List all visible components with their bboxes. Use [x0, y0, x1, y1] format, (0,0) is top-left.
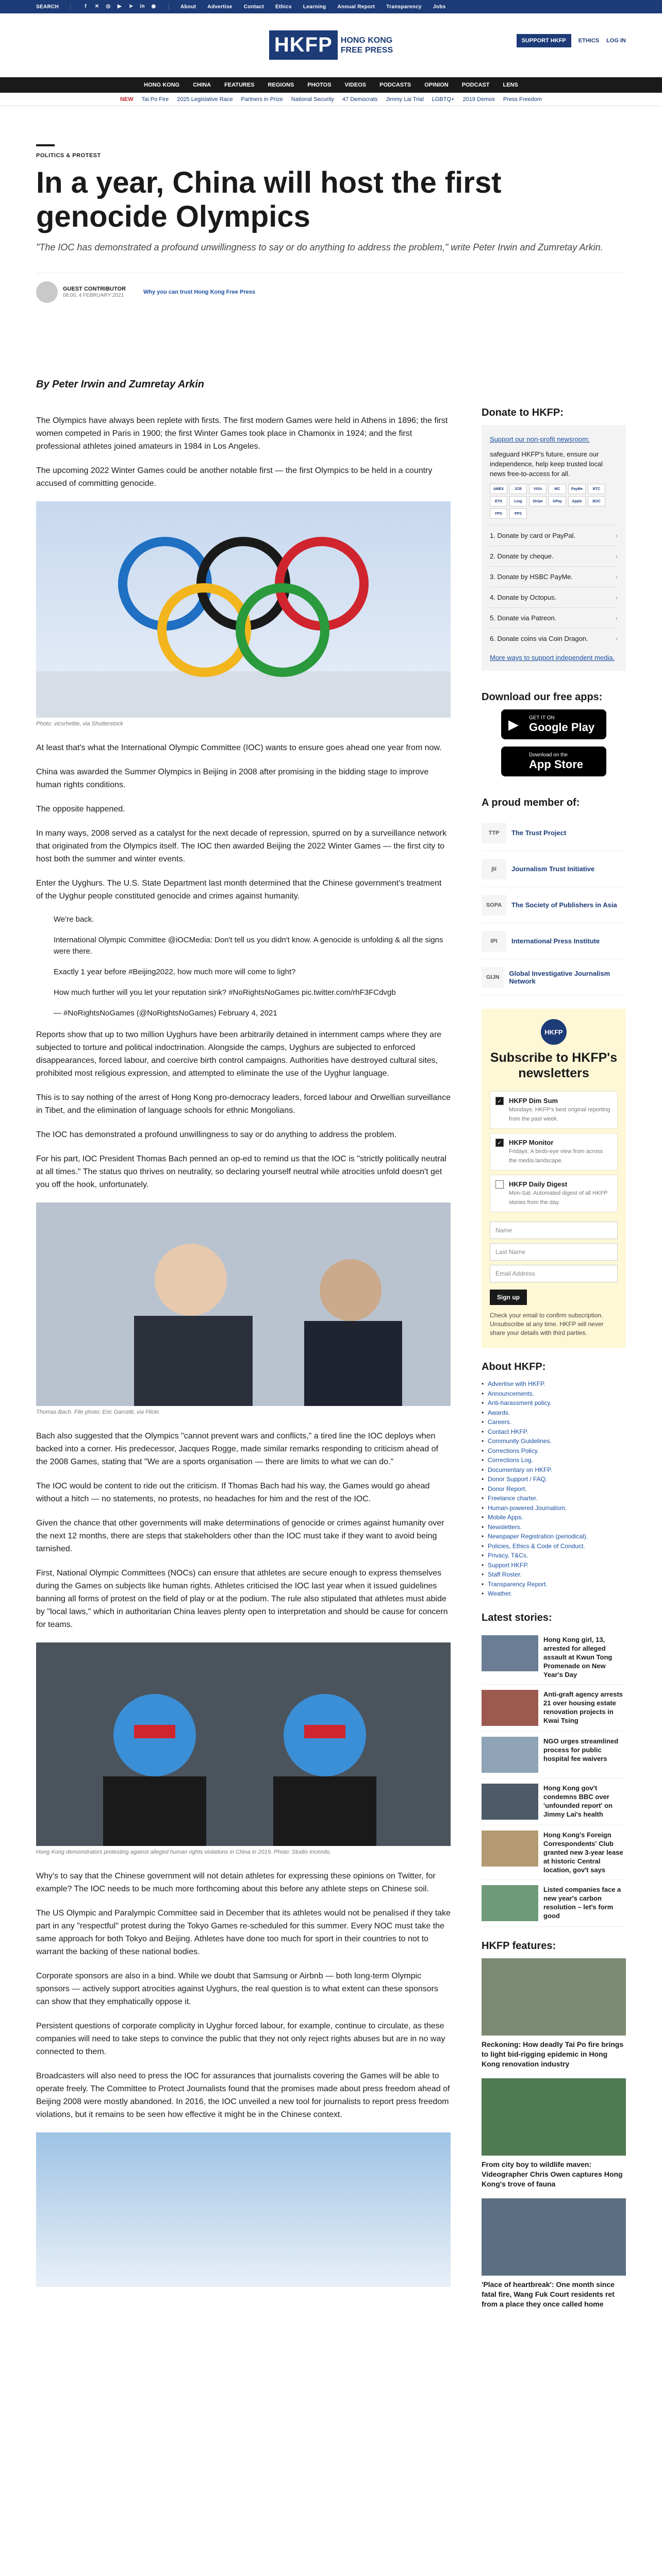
- payment-icon: Ling: [509, 496, 527, 506]
- about-link[interactable]: • Mobile Apps.: [482, 1513, 626, 1522]
- support-button[interactable]: SUPPORT HKFP: [517, 34, 571, 47]
- latest-story[interactable]: Hong Kong's Foreign Correspondents' Club granted new 3-year lease at historic Central location, gov't says: [482, 1825, 626, 1880]
- article-authors: By Peter Irwin and Zumretay Arkin: [36, 379, 205, 390]
- latest-story[interactable]: Anti-graft agency arrests 21 over housing estate renovation projects in Kwai Tsing: [482, 1685, 626, 1732]
- protest-illustration: [36, 1642, 451, 1846]
- about-heading: About HKFP:: [482, 1361, 546, 1372]
- sidebar: [482, 407, 626, 2318]
- paragraph: The IOC would be content to ride out the criticism. If Thomas Bach had his way, the Games would go ahead without a hitch — no statements, no protests, no headaches for him and the rest of the IOC.: [36, 1482, 430, 1503]
- signup-button[interactable]: Sign up: [490, 1290, 527, 1305]
- paragraph: Why's to say that the Chinese government will not detain athletes for expressing these opinions on Twitter, for example? The IOC needs to be much more forthcoming about this before any athlete steps on Chinese soil.: [36, 1872, 436, 1893]
- logo-line1: HONG KONG: [340, 36, 393, 45]
- donate-option[interactable]: 1. Donate by card or PayPal. ›: [490, 525, 618, 546]
- donate-text: safeguard HKFP's future, ensure our independence, help keep trusted local news free-to-access for all.: [490, 450, 603, 478]
- logo-mark: HKFP: [269, 30, 338, 60]
- feature-title[interactable]: 'Place of heartbreak': One month since fatal fire, Wang Fuk Court residents ret from a place they once called home: [482, 2280, 615, 2308]
- story-thumbnail: [482, 1885, 538, 1921]
- category-kicker[interactable]: POLITICS & PROTEST: [36, 152, 101, 159]
- paragraph: Reports show that up to two million Uyghurs have been arbitrarily detained in internment camps where they are subjected to torture and political indoctrination. Alongside the camps, Uyghurs are subjected to enforced disappearances, forced labour, and coercive birth control campaigns. Authorities have destroyed cultural sites, prohibited most religious expression, and attempted to eliminate the use of the Uyghur language.: [36, 1030, 442, 1078]
- site-header: [0, 13, 662, 77]
- latest-heading: Latest stories:: [482, 1612, 552, 1623]
- chevron-right-icon: ›: [615, 573, 618, 581]
- about-link[interactable]: • Freelance charter.: [482, 1494, 626, 1503]
- paragraph: In many ways, 2008 served as a catalyst for the next decade of repression, spurred on by a surveillance network that originated from the Olympics itself. The IOC then awarded Beijing the 2022 Winter Games — the first city to host both the summer and winter events.: [36, 829, 446, 863]
- features-heading: HKFP features:: [482, 1940, 556, 1952]
- feature-image[interactable]: [482, 1958, 626, 2036]
- new-badge: NEW: [120, 96, 134, 103]
- about-link[interactable]: • Human-powered Journalism.: [482, 1503, 626, 1513]
- avatar: [36, 281, 58, 303]
- paragraph: The opposite happened.: [36, 805, 125, 814]
- about-link[interactable]: • Staff Roster.: [482, 1570, 626, 1580]
- ethics-link[interactable]: ETHICS: [578, 38, 600, 44]
- payment-icon: BOC: [588, 496, 605, 506]
- nav-item-regions[interactable]: REGIONS: [268, 82, 294, 88]
- app-store-badge[interactable]: Download on the App Store: [501, 747, 606, 776]
- payment-icon: FPS: [490, 509, 507, 519]
- byline-meta: [63, 286, 126, 298]
- subnav-item[interactable]: 47 Democrats: [342, 96, 378, 103]
- story-thumbnail: [482, 1737, 538, 1773]
- social-links: [82, 3, 157, 10]
- logo-text: [341, 36, 393, 55]
- divider: [70, 4, 71, 10]
- about-link[interactable]: • Policies, Ethics & Code of Conduct.: [482, 1541, 626, 1551]
- article-title: In a year, China will host the first genocide Olympics: [36, 166, 502, 233]
- about-link[interactable]: • Transparency Report.: [482, 1580, 626, 1589]
- google-play-badge[interactable]: ▶ GET IT ON Google Play: [501, 709, 606, 739]
- about-link[interactable]: • Contact HKFP.: [482, 1427, 626, 1437]
- kicker-rule: [36, 144, 55, 146]
- paragraph: Persistent questions of corporate complicity in Uyghur forced labour, for example, continue to circulate, as these companies will need to take steps to convince the public that they not only reject rights abuses but are in no way connected to them.: [36, 2022, 445, 2056]
- subnav-item[interactable]: Tai Po Fire: [141, 96, 169, 103]
- story-thumbnail: [482, 1635, 538, 1671]
- latest-story[interactable]: NGO urges streamlined process for public hospital fee waivers: [482, 1732, 626, 1778]
- chevron-right-icon: ›: [615, 635, 618, 642]
- about-link[interactable]: • Support HKFP.: [482, 1561, 626, 1570]
- donate-option[interactable]: 3. Donate by HSBC PayMe. ›: [490, 566, 618, 587]
- payment-icon: Apple: [568, 496, 586, 506]
- article-standfirst: "The IOC has demonstrated a profound unwillingness to say or do anything to address the problem," write Peter Irwin and Zumretay Arkin.: [36, 242, 603, 252]
- feature-image[interactable]: [482, 2198, 626, 2276]
- latest-story[interactable]: Hong Kong girl, 13, arrested for alleged assault at Kwun Tong Promenade on New Year's Day: [482, 1630, 626, 1685]
- portrait-illustration: [36, 1202, 451, 1406]
- site-logo[interactable]: [269, 30, 393, 60]
- paragraph: Bach also suggested that the Olympics "cannot prevent wars and conflicts," a tired line the IOC deploys when backed into a corner. His predecessor, Jacques Rogge, made similar remarks responding to criticism ahead of the 2008 Games, stating that "We are a sports organisation — there are limits to what we can do.": [36, 1432, 438, 1466]
- payment-icon: PayMe: [568, 484, 586, 494]
- nav-item-opinion[interactable]: OPINION: [424, 82, 449, 88]
- paragraph: This is to say nothing of the arrest of Hong Kong pro-democracy leaders, forced labour and Orwellian surveillance in Tibet, and the elimination of language schools for ethnic Mongolians.: [36, 1093, 451, 1115]
- trust-project-icon: TTP: [482, 823, 506, 843]
- donate-option[interactable]: 4. Donate by Octopus. ›: [490, 587, 618, 607]
- chevron-right-icon: ›: [615, 594, 618, 601]
- payment-icon: Stripe: [529, 496, 547, 506]
- latest-story[interactable]: Listed companies face a new year's carbon resolution – let's form good: [482, 1880, 626, 1927]
- member-logo[interactable]: GIJN Global Investigative Journalism Network: [482, 959, 626, 995]
- main-nav: [0, 77, 662, 93]
- nav-item-videos[interactable]: VIDEOS: [344, 82, 367, 88]
- about-link[interactable]: • Careers.: [482, 1417, 626, 1427]
- photo-caption: Photo: vicsrhettie, via Shutterstock: [36, 721, 123, 727]
- olympic-rings-illustration: [36, 501, 451, 718]
- sopa-icon: SOPA: [482, 895, 506, 916]
- about-link[interactable]: • Advertise with HKFP.: [482, 1379, 626, 1389]
- about-link[interactable]: • Newspaper Registration (periodical).: [482, 1532, 626, 1541]
- paragraph: At least that's what the International Olympic Committee (IOC) wants to ensure goes ahead one year from now.: [36, 743, 442, 752]
- subnav-item[interactable]: LGBTQ+: [432, 96, 455, 103]
- member-logo[interactable]: jti Journalism Trust Initiative: [482, 851, 626, 887]
- embedded-tweet: [36, 914, 451, 1019]
- login-link[interactable]: LOG IN: [606, 38, 626, 44]
- paragraph: The US Olympic and Paralympic Committee said in December that its athletes would not be penalised if they take part in any "respectful" protest during the Tokyo Games re-scheduled for this summer. Every NOC must take the same approach for both Tokyo and Beijing. Athletes have done too much for sport in their countries to not to warrant the backing of these national bodies.: [36, 1909, 451, 1956]
- donate-link[interactable]: Support our non-profit newsroom:: [490, 435, 590, 443]
- nav-item-lens[interactable]: LENS: [503, 82, 518, 88]
- chevron-right-icon: ›: [615, 552, 618, 560]
- instagram-icon[interactable]: ◎: [106, 4, 111, 9]
- about-link[interactable]: • Documentary on HKFP.: [482, 1465, 626, 1475]
- nav-item-features[interactable]: FEATURES: [224, 82, 255, 88]
- checkbox-checked-icon[interactable]: ✓: [495, 1139, 504, 1147]
- author-role[interactable]: GUEST CONTRIBUTOR: [63, 286, 126, 292]
- search-link[interactable]: SEARCH: [36, 4, 59, 10]
- about-link[interactable]: • Corrections Log.: [482, 1455, 626, 1465]
- topic-subnav: [0, 93, 662, 106]
- member-logo[interactable]: IPI International Press Institute: [482, 923, 626, 959]
- about-link[interactable]: • Awards.: [482, 1408, 626, 1418]
- first-name-input[interactable]: Name: [490, 1222, 618, 1239]
- topbar-link-about[interactable]: About: [180, 4, 196, 10]
- chevron-right-icon: ›: [615, 532, 618, 539]
- about-link[interactable]: • Weather.: [482, 1589, 626, 1599]
- member-logo[interactable]: SOPA The Society of Publishers in Asia: [482, 887, 626, 923]
- story-thumbnail: [482, 1784, 538, 1820]
- protest-photo: [36, 1642, 451, 1846]
- feature-title[interactable]: From city boy to wildlife maven: Videographer Chris Owen captures Hong Kong's trove of fauna: [482, 2160, 623, 2188]
- subnav-item[interactable]: 2025 Legislative Race: [177, 96, 233, 103]
- checkbox-checked-icon[interactable]: ✓: [495, 1097, 504, 1105]
- topbar-link-annual-report[interactable]: Annual Report: [337, 4, 375, 10]
- paragraph: Enter the Uyghurs. The U.S. State Department last month determined that the Chinese government's treatment of the Uyghur people constituted genocide and crimes against humanity.: [36, 879, 442, 901]
- jti-icon: jti: [482, 859, 506, 879]
- apps-heading: Download our free apps:: [482, 691, 603, 703]
- top-utility-bar: [0, 0, 662, 13]
- nav-item-hong-kong[interactable]: HONG KONG: [144, 82, 180, 88]
- tweet-text: We're back.: [54, 915, 94, 924]
- telegram-icon[interactable]: ➤: [128, 4, 134, 9]
- member-logo[interactable]: TTP The Trust Project: [482, 815, 626, 851]
- payment-icon: JCB: [509, 484, 527, 494]
- subnav-item[interactable]: Press Freedom: [503, 96, 542, 103]
- story-thumbnail: [482, 1831, 538, 1867]
- article-body: [36, 379, 451, 2287]
- more-ways-link[interactable]: More ways to support independent media.: [490, 654, 615, 662]
- payment-icon: AMEX: [490, 484, 507, 494]
- story-thumbnail: [482, 1690, 538, 1726]
- last-name-input[interactable]: Last Name: [490, 1243, 618, 1261]
- checkbox-unchecked-icon[interactable]: [495, 1180, 504, 1189]
- topbar-link-jobs[interactable]: Jobs: [433, 4, 446, 10]
- hkfp-logo: HKFP: [541, 1019, 567, 1045]
- photo-caption: Hong Kong demonstrators protesting against alleged human rights violations in China in 2019. Photo: Studio Incendo.: [36, 1849, 332, 1855]
- photo-caption: Thomas Bach. File photo: Eric Garcetti, via Flickr.: [36, 1409, 161, 1415]
- about-link[interactable]: • Community Guidelines.: [482, 1436, 626, 1446]
- nav-item-china[interactable]: CHINA: [193, 82, 211, 88]
- subnav-item[interactable]: Partners in Prize: [241, 96, 283, 103]
- topbar-link-transparency[interactable]: Transparency: [386, 4, 422, 10]
- payment-icon: GPay: [549, 496, 566, 506]
- topbar-link-learning[interactable]: Learning: [303, 4, 326, 10]
- paragraph: The upcoming 2022 Winter Games could be another notable first — the first Olympics to be held in a country accused of committing genocide.: [36, 466, 433, 488]
- about-link[interactable]: • Donor Support / FAQ.: [482, 1475, 626, 1484]
- newsletter-option[interactable]: HKFP Daily Digest Mon-Sat: Automated digest of all HKFP stories from the day.: [490, 1175, 618, 1212]
- donate-box: [482, 425, 626, 671]
- rss-icon[interactable]: ◉: [151, 4, 156, 9]
- about-link[interactable]: • Announcements.: [482, 1389, 626, 1399]
- donate-heading: Donate to HKFP:: [482, 407, 564, 418]
- payment-icon: MC: [549, 484, 566, 494]
- paragraph: The IOC has demonstrated a profound unwillingness to say or do anything to address the problem.: [36, 1130, 397, 1139]
- bottom-photo: [36, 2132, 451, 2287]
- tweet-attribution[interactable]: — #NoRightsNoGames (@NoRightsNoGames) February 4, 2021: [54, 1009, 277, 1018]
- chevron-right-icon: ›: [615, 614, 618, 622]
- newsletter-heading: Subscribe to HKFP's newsletters: [490, 1050, 618, 1080]
- logo-line2: FREE PRESS: [340, 45, 393, 55]
- newsletter-signup: [482, 1009, 626, 1348]
- payment-icon: ETH: [490, 496, 507, 506]
- paragraph: First, National Olympic Committees (NOCs) can ensure that athletes are secure enough to express themselves during the Games on subjects like human rights. Athletes criticised the IOC last year when it issued guidelines banning all forms of protest on the field of play or at the podium. The rule also stipulated that athletes must abide by "local laws," which in authoritarian China leaves plenty open to interpretation and should be cause for concern for teams.: [36, 1569, 448, 1629]
- subnav-item[interactable]: Jimmy Lai Trial: [386, 96, 424, 103]
- thomas-bach-photo: [36, 1202, 451, 1406]
- payment-icon: BTC: [588, 484, 605, 494]
- subnav-item[interactable]: 2019 Demos: [462, 96, 495, 103]
- publish-date: 08:00, 4 FEBRUARY 2021: [63, 293, 124, 298]
- trust-link[interactable]: Why you can trust Hong Kong Free Press: [143, 289, 256, 295]
- ipi-icon: IPI: [482, 931, 506, 952]
- feature-image[interactable]: [482, 2078, 626, 2156]
- olympic-rings-photo: [36, 501, 451, 718]
- byline: [36, 273, 626, 303]
- nav-item-photos[interactable]: PHOTOS: [307, 82, 332, 88]
- paragraph: Given the chance that other governments will make determinations of genocide or crimes against humanity over the next 12 months, there are steps that stakeholders other than the IOC must take if they want to avoid being tarnished.: [36, 1519, 444, 1553]
- paragraph: Broadcasters will also need to press the IOC for assurances that journalists covering the Games will be able to operate freely. The Committee to Protect Journalists found that the promises made about press freedom ahead of Beijing 2008 were mostly abandoned. In 2016, the IOC unveiled a new tool for journalists to report press freedom violations, but it remains to be seen how effective it might be in the Chinese context.: [36, 2072, 450, 2119]
- tweet-text: International Olympic Committee @iOCMedia: Don't tell us you didn't know. A genocide is unfolding & all the signs were there.: [54, 936, 443, 956]
- feature-title[interactable]: Reckoning: How deadly Tai Po fire brings to light bid-rigging epidemic in Hong Kong renovation industry: [482, 2040, 624, 2068]
- gijn-icon: GIJN: [482, 967, 504, 988]
- newsletter-option[interactable]: ✓ HKFP Monitor Fridays: A birds-eye view from across the media landscape.: [490, 1133, 618, 1171]
- google-play-icon: ▶: [508, 717, 519, 732]
- email-input[interactable]: Email Address: [490, 1265, 618, 1282]
- payment-methods: [490, 484, 618, 519]
- nav-item-podcasts[interactable]: PODCASTS: [379, 82, 411, 88]
- youtube-icon[interactable]: ▶: [118, 4, 122, 9]
- payment-icon: VISA: [529, 484, 547, 494]
- payment-icon: PPS: [509, 509, 527, 519]
- linkedin-icon[interactable]: in: [140, 4, 145, 9]
- latest-story[interactable]: Hong Kong gov't condemns BBC over 'unfounded report' on Jimmy Lai's health: [482, 1778, 626, 1825]
- subnav-item[interactable]: National Security: [291, 96, 334, 103]
- members-heading: A proud member of:: [482, 797, 580, 808]
- tweet-text[interactable]: How much further will you let your reputation sink? #NoRightsNoGames pic.twitter.com/rhF3FCdvgb: [54, 988, 396, 997]
- about-link[interactable]: • Corrections Policy.: [482, 1446, 626, 1456]
- newsletter-option[interactable]: ✓ HKFP Dim Sum Mondays: HKFP's best original reporting from the past week.: [490, 1091, 618, 1129]
- donate-option[interactable]: 5. Donate via Patreon. ›: [490, 607, 618, 628]
- donate-option[interactable]: 2. Donate by cheque. ›: [490, 546, 618, 566]
- facebook-icon[interactable]: f: [85, 4, 87, 9]
- about-link[interactable]: • Newsletters.: [482, 1522, 626, 1532]
- donate-option[interactable]: 6. Donate coins via Coin Dragon. ›: [490, 628, 618, 649]
- about-link[interactable]: • Privacy, T&Cs.: [482, 1551, 626, 1561]
- tweet-text: Exactly 1 year before #Beijing2022, how much more will come to light?: [54, 968, 296, 976]
- paragraph: Corporate sponsors are also in a bind. While we doubt that Samsung or Airbnb — both long-term Olympic sponsors — actively support atrocities against Uyghurs, the real question is to what extent can these sponsors can show that they emphatically oppose it.: [36, 1972, 438, 2006]
- paragraph: The Olympics have always been replete with firsts. The first modern Games were held in Athens in 1896; the first women competed in Paris in 1900; the first Winter Games took place in Chamonix in 1924; and the first professional athletes joined amateurs in 1984 in Los Angeles.: [36, 416, 448, 451]
- paragraph: China was awarded the Summer Olympics in Beijing in 2008 after promising in the bidding stage to improve human rights conditions.: [36, 768, 429, 789]
- about-link[interactable]: • Anti-harassment policy.: [482, 1398, 626, 1408]
- topbar-link-advertise[interactable]: Advertise: [207, 4, 233, 10]
- about-link[interactable]: • Donor Report.: [482, 1484, 626, 1494]
- article-header: [36, 144, 626, 303]
- newsletter-fine-print: Check your email to confirm subscription. Unsubscribe at any time. HKFP will never share your details with third parties.: [490, 1312, 604, 1336]
- topbar-link-contact[interactable]: Contact: [243, 4, 264, 10]
- about-links: [482, 1379, 626, 1599]
- topbar-link-ethics[interactable]: Ethics: [275, 4, 292, 10]
- twitter-icon[interactable]: ✕: [94, 4, 100, 9]
- header-actions: [517, 34, 626, 47]
- nav-item-podcast[interactable]: PODCAST: [461, 82, 490, 88]
- paragraph: For his part, IOC President Thomas Bach penned an op-ed to remind us that the IOC is "strictly politically neutral at all times." The status quo thrives on neutrality, so declaring yourself neutral while atrocities unfold doesn't get you off the hook, unfortunately.: [36, 1155, 446, 1189]
